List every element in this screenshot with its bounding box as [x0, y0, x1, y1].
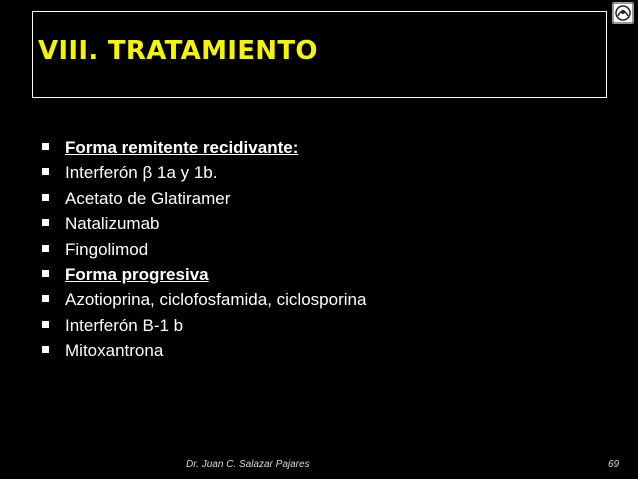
bullet-text: Fingolimod — [65, 239, 149, 259]
bullet-heading: Forma progresiva — [65, 264, 209, 284]
emblem-icon — [612, 2, 634, 24]
bullet-square-icon — [42, 321, 49, 328]
bullet-square-icon — [42, 219, 49, 226]
bullet-text: Acetato de Glatiramer — [65, 188, 231, 208]
bullet-text: Mitoxantrona — [65, 341, 164, 361]
bullet-square-icon — [42, 168, 49, 175]
list-item — [40, 289, 366, 314]
list-item — [40, 137, 366, 162]
list-item — [40, 213, 366, 238]
list-item — [40, 264, 366, 289]
bullet-text: Interferón B-1 b — [65, 315, 184, 335]
list-item — [40, 188, 366, 213]
list-item — [40, 340, 366, 365]
bullet-heading: Forma remitente recidivante: — [65, 138, 299, 157]
bullet-square-icon — [42, 245, 49, 252]
bullet-text: Natalizumab — [65, 214, 160, 234]
list-item — [40, 315, 366, 340]
bullet-list — [40, 137, 366, 366]
bullet-text: Azotioprina, ciclofosfamida, ciclosporina — [65, 290, 367, 310]
bullet-square-icon — [42, 143, 49, 150]
slide-title: VIII. TRATAMIENTO — [38, 36, 318, 66]
page-number: 69 — [608, 459, 620, 470]
list-item — [40, 239, 366, 264]
bullet-square-icon — [42, 194, 49, 201]
list-item — [40, 162, 366, 187]
bullet-square-icon — [42, 346, 49, 353]
bullet-square-icon — [42, 295, 49, 302]
bullet-text: Interferón β 1a y 1b. — [65, 163, 218, 183]
footer-author: Dr. Juan C. Salazar Pajares — [186, 459, 310, 470]
bullet-square-icon — [42, 270, 49, 277]
